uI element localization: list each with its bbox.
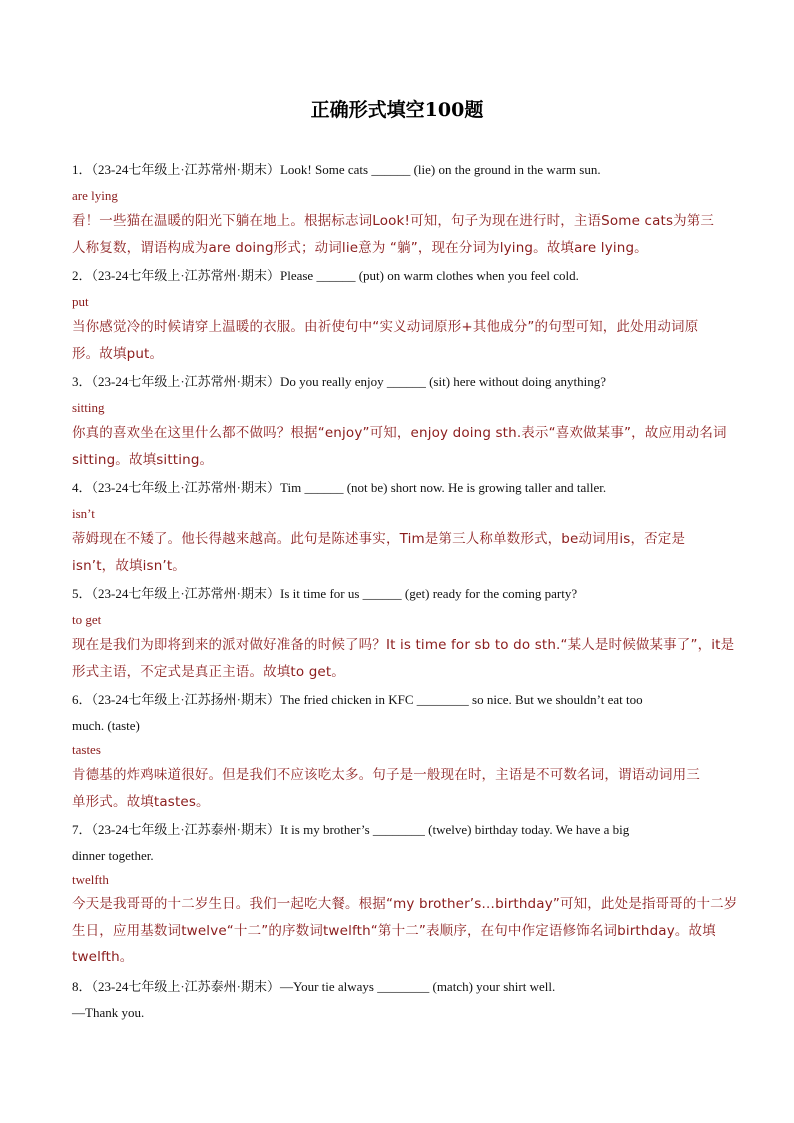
question-7-stem-cont: dinner together.	[72, 848, 154, 863]
question-3-explanation	[72, 420, 727, 473]
explanation-line: sitting。故填sitting。	[72, 451, 214, 468]
explanation-line: 单形式。故填tastes。	[72, 793, 210, 810]
question-1-stem: 1．（23-24七年级上·江苏常州·期末）Look! Some cats ______ (lie) on the ground in the warm sun.	[72, 162, 601, 177]
page-title: 正确形式填空100题	[310, 99, 484, 121]
question-1-answer: are lying	[72, 188, 118, 203]
question-6-answer: tastes	[72, 742, 101, 757]
explanation-line: 形。故填put。	[72, 345, 164, 362]
explanation-line: 看！一些猫在温暖的阳光下躺在地上。根据标志词Look!可知，句子为现在进行时，主语Some cats为第三	[72, 213, 715, 229]
question-2-stem: 2．（23-24七年级上·江苏常州·期末）Please ______ (put) on warm clothes when you feel cold.	[72, 268, 579, 283]
question-2-answer: put	[72, 294, 89, 309]
question-8-stem-cont: —Thank you.	[72, 1005, 145, 1020]
question-4-stem: 4．（23-24七年级上·江苏常州·期末）Tim ______ (not be) short now. He is growing taller and taller.	[72, 480, 607, 495]
question-6-stem: 6．（23-24七年级上·江苏扬州·期末）The fried chicken in KFC ________ so nice. But we shouldn’t eat too	[72, 692, 643, 707]
question-7-answer: twelfth	[72, 872, 109, 887]
question-5-explanation	[72, 632, 735, 685]
explanation-line: 今天是我哥哥的十二岁生日。我们一起吃大餐。根据“my brother’s…birthday”可知，此处是指哥哥的十二岁	[72, 896, 738, 912]
question-2-explanation	[72, 314, 724, 367]
question-1-explanation	[72, 208, 724, 261]
explanation-line: isn’t，故填isn’t。	[72, 557, 186, 574]
question-5-stem: 5．（23-24七年级上·江苏常州·期末）Is it time for us ______ (get) ready for the coming party?	[72, 586, 578, 601]
question-7-explanation	[72, 891, 738, 971]
explanation-line: 蒂姆现在不矮了。他长得越来越高。此句是陈述事实，Tim是第三人称单数形式，be动词用is，否定是	[72, 531, 686, 547]
question-3-stem: 3．（23-24七年级上·江苏常州·期末）Do you really enjoy ______ (sit) here without doing anything?	[72, 374, 607, 389]
explanation-line: 当你感觉冷的时候请穿上温暖的衣服。由祈使句中“实义动词原形+其他成分”的句型可知，此处用动词原	[72, 319, 699, 335]
question-4-answer: isn’t	[72, 506, 95, 521]
explanation-line: 形式主语，不定式是真正主语。故填to get。	[72, 663, 345, 680]
question-6-stem-cont: much. (taste)	[72, 718, 140, 733]
explanation-line: 生日，应用基数词twelve“十二”的序数词twelfth“第十二”表顺序，在句中作定语修饰名词birthday。故填	[72, 922, 716, 939]
question-3-answer: sitting	[72, 400, 105, 415]
explanation-line: 人称复数，谓语构成为are doing形式；动词lie意为 “躺”，现在分词为lying。故填are lying。	[72, 239, 648, 256]
explanation-line: twelfth。	[72, 949, 134, 965]
question-5-answer: to get	[72, 612, 102, 627]
explanation-line: 肯德基的炸鸡味道很好。但是我们不应该吃太多。句子是一般现在时，主语是不可数名词，谓语动词用三	[72, 767, 700, 783]
question-6-explanation	[72, 762, 724, 815]
explanation-line: 你真的喜欢坐在这里什么都不做吗？根据“enjoy”可知，enjoy doing sth.表示“喜欢做某事”，故应用动名词	[72, 425, 727, 441]
question-4-explanation	[72, 526, 724, 579]
question-7-stem: 7．（23-24七年级上·江苏泰州·期末）It is my brother’s ________ (twelve) birthday today. We have a big	[72, 822, 630, 837]
explanation-line: 现在是我们为即将到来的派对做好准备的时候了吗？It is time for sb to do sth.“某人是时候做某事了”，it是	[72, 637, 735, 653]
question-8-stem: 8．（23-24七年级上·江苏泰州·期末）—Your tie always ________ (match) your shirt well.	[72, 979, 556, 994]
